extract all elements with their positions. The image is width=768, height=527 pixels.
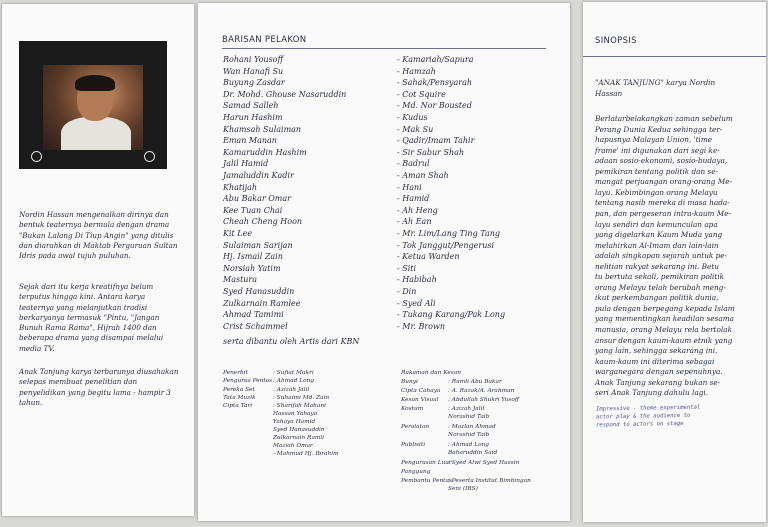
synopsis-line: pemikiran tentang politik dan se- (595, 166, 719, 176)
cast-row (198, 205, 570, 217)
handwritten-note-line: Impressive - theme experimental (595, 404, 701, 413)
cast-actor: Jamaluddin Kadir (223, 171, 294, 180)
synopsis-line: seri Anak Tanjung dahulu lagi. (595, 388, 709, 398)
cast-actor: Crist Schammel (223, 321, 288, 331)
cast-actor: Hj. Ismail Zain (223, 252, 283, 262)
cast-row (198, 274, 570, 286)
cast-row (198, 309, 570, 321)
cast-row (198, 66, 570, 78)
portrait-hair (75, 75, 115, 91)
cast-row (198, 89, 570, 101)
cast-row (198, 286, 570, 298)
credit-name: Seni (IBS) (448, 486, 478, 492)
credit-name: : Ramli Abu Bakar (448, 379, 502, 385)
cast-role: - Hamzah (397, 66, 436, 76)
cast-role: - Kamariah/Sapura (397, 55, 474, 64)
frame-circle-right (144, 151, 155, 162)
credit-role: Cipta Tari (223, 403, 253, 410)
credit-name: : Sharifah Mahani (273, 403, 326, 410)
synopsis-line: orang Melayu telah berubah meng- (595, 282, 726, 292)
cast-role: - Hani (397, 182, 422, 192)
synopsis-line: yang lain, sehingga sekarang ini, (595, 346, 718, 356)
synopsis-intro-line: "ANAK TANJUNG" karya Nordin (595, 78, 716, 87)
credit-names (273, 377, 314, 385)
cast-footer: serta dibantu oleh Artis dari KBN (223, 337, 360, 346)
portrait-frame (19, 41, 167, 169)
cast-role: - Md. Nor Bousted (397, 101, 472, 111)
credit-role: Kostum (401, 406, 424, 412)
cast-role: - Tok Janggut/Pengerusi (397, 240, 495, 250)
cast-role: - Aman Shah (397, 171, 449, 180)
synopsis-line: ansur dengan kaum-kaum etnik yang (595, 335, 733, 345)
cast-actor: Dr. Mohd. Ghouse Nasaruddin (223, 89, 347, 99)
cast-actor: Norsiah Yatim (223, 263, 281, 273)
synopsis-line: yang mementingkan keadilan sesama (595, 314, 734, 324)
credit-role: Bunyi (401, 379, 418, 385)
credit-names (448, 387, 514, 395)
credit-name: Baharuddin Said (448, 450, 498, 456)
credit-role: Publisiti (401, 442, 426, 448)
credit-name: : Suhaimi Md. Zain (273, 394, 330, 401)
credit-role: Kesan Visual (401, 397, 439, 403)
cast-row (198, 135, 570, 147)
credit-names (448, 405, 489, 421)
synopsis-line: pula dengan berpegang kepada Islam (595, 303, 735, 313)
credit-names (448, 396, 519, 404)
synopsis-panel (583, 2, 766, 522)
credit-names (448, 477, 531, 493)
credit-name: : A. Razak/A. Arahman (448, 388, 515, 394)
synopsis-line: Berlatarbelakangkan zaman sebelum (595, 114, 733, 123)
cast-row (198, 112, 570, 124)
credit-name: Syed Hanasuddin (273, 427, 325, 434)
credit-role: Pengurus Pentas (223, 378, 273, 385)
cast-row (198, 100, 570, 112)
cast-actor: Eman Manan (223, 136, 277, 146)
cast-heading: BARISAN PELAKON (222, 35, 307, 45)
credit-role: Pereka Set (223, 386, 255, 393)
synopsis-line: tu bertuta sekali, pemikiran politik (595, 272, 725, 282)
synopsis-line: manusia, orang Melayu rela bertolak (595, 325, 732, 334)
cast-actor: Kamaruddin Hashim (223, 147, 307, 157)
cast-row (198, 77, 570, 89)
cast-role: - Qadir/Imam Tahir (397, 136, 475, 146)
synopsis-line: adaan sosio-ekonomi, sosio-budaya, (595, 156, 728, 166)
synopsis-line: pan, dan pergeseran intra-kaum Me- (595, 208, 732, 218)
cast-role: - Mak Su (397, 124, 434, 134)
cast-actor: Abu Bakar Omar (223, 194, 291, 204)
cast-actor: Kee Tuan Chai (223, 205, 283, 215)
biography-panel (2, 4, 194, 516)
credit-names (448, 378, 502, 386)
credit-role: Pengurusan Luar (401, 460, 452, 466)
cast-row (198, 321, 570, 333)
credit-name: : Azizah Jalil (273, 386, 310, 393)
cast-role: - Din (397, 287, 417, 296)
synopsis-line: layu. Kebimbingan orang Melayu (595, 187, 718, 197)
synopsis-heading-rule (583, 56, 766, 57)
synopsis-line: adalah singkapan sejarah untuk pe- (595, 251, 728, 261)
credit-name: : Ahmad Long (273, 378, 315, 385)
bio-paragraph-2: Sejak dari itu kerja kreatifnya belum terputus hingga kini. Antara karya teaternya yang melanjutkan tradisi berkaryanya termasuk "Pintu, "Jangan Bunuh Rama Rama", Hijrah 1400 dan beberapa drama yang disampai melalui media TV. (19, 282, 164, 353)
credit-role: Tata Muzik (223, 394, 256, 401)
synopsis-line: warganegara dengan sepenuhnya. (595, 367, 723, 377)
credit-name: : Syed Alwi Syed Hussin (448, 460, 520, 466)
cast-actor: Wan Hanafi Su (223, 66, 284, 76)
cast-role: - Hamid (397, 194, 430, 204)
cast-row (198, 193, 570, 205)
credit-role: Penerbit (223, 370, 248, 376)
portrait-shirt (61, 117, 131, 150)
cast-role: - Cot Squire (397, 89, 446, 99)
synopsis-line: nelitian rakyat sekarang ini. Betu (595, 261, 719, 271)
cast-row (198, 182, 570, 194)
cast-actor: Buyung Zasdar (223, 78, 285, 88)
cast-row (198, 170, 570, 182)
credit-role: Pembantu Pentas (401, 478, 452, 484)
credit-name: : Abdullah Shukri Yusoff (448, 397, 519, 403)
synopsis-line: yang digelarkan Kaum Muda yang (595, 230, 723, 240)
credit-name: Hassan Yahaya (273, 411, 318, 418)
cast-role: - Siti (397, 263, 417, 273)
credit-name: Norashid Taib (448, 414, 490, 420)
credit-name: Norashid Taib (448, 432, 490, 438)
cast-row (198, 298, 570, 310)
cast-actor: Syed Hanasuddin (223, 287, 295, 296)
credit-names (273, 402, 339, 458)
synopsis-line: ikut perkembangan politik dunia, (595, 293, 719, 303)
cast-row (198, 216, 570, 228)
cast-actor: Khamsah Sulaiman (223, 124, 302, 134)
cast-role: - Syed Ali (397, 298, 436, 308)
cast-actor: Zulkarnain Ramlee (223, 298, 301, 308)
cast-role: - Kudus (397, 113, 428, 122)
cast-role: - Habibah (397, 275, 437, 285)
credit-name: Zulkarnain Ramli (273, 435, 325, 442)
synopsis-line: melahirkan Al-Imam dan lain-lain (595, 240, 719, 250)
frame-circle-left (31, 151, 42, 162)
cast-actor: Mastura (223, 275, 258, 285)
handwritten-note-line: actor play & the audience to (595, 412, 691, 421)
credit-role: Rakaman dan Kesan (401, 370, 461, 376)
credit-name: : Ahmad Long (448, 442, 490, 448)
cast-role: - Ketua Warden (397, 252, 460, 262)
synopsis-line: tentang nasib mereka di masa hada- (595, 198, 730, 208)
cast-actor: Jalil Hamid (223, 159, 269, 169)
synopsis-line: mangat perjuangan orang-orang Me- (595, 177, 733, 187)
bio-paragraph-1: Nordin Hassan mengenalkan dirinya dan bentuk teaternya bermula dengan drama "Bukan Lalang Di Tiup Angin" yang ditulis dan diarahkan di Maktab Perguruan Sultan Idris pada awal tujuh puluhan. (19, 210, 178, 261)
cast-row (198, 251, 570, 263)
credit-name: Yahaya Hamid (273, 419, 316, 426)
credit-name: : Sufiat Mukri (273, 370, 314, 376)
cast-role: - Sahak/Pensyarah (397, 78, 473, 88)
cast-actor: Khatijah (223, 182, 258, 192)
cast-actor: Cheah Cheng Hoon (223, 217, 303, 227)
cast-row (198, 147, 570, 159)
credit-name: Maziah Omar (273, 443, 313, 450)
bio-paragraph-3: Anak Tanjung karya terbarunya diusahakan selepas membuat penelitian dan penyelidikan yang begitu lama - hampir 3 tahun. (19, 367, 179, 407)
credit-name: - Mahmud Hj. Ibrahim (273, 451, 339, 458)
synopsis-line: Anak Tanjung sekarang bukan se- (595, 377, 721, 387)
cast-row (198, 263, 570, 275)
credit-name: : Peserta Institut Bimbingan (448, 478, 531, 484)
cast-actor: Ahmad Tamimi (223, 310, 284, 320)
credit-names (273, 386, 309, 394)
credit-name: : Mazlan Ahmad (448, 424, 496, 430)
credit-role: Panggung (401, 469, 431, 475)
cast-row (198, 158, 570, 170)
cast-row (198, 124, 570, 136)
cast-actor: Rohani Yousoff (223, 55, 284, 64)
synopsis-heading: SINOPSIS (595, 36, 637, 46)
cast-actor: Harun Hashim (223, 113, 283, 122)
cast-role: - Tukang Karang/Pak Long (397, 310, 506, 320)
credit-names (273, 369, 314, 377)
credit-names (448, 459, 519, 467)
cast-panel (198, 3, 570, 521)
credit-names (448, 423, 496, 439)
cast-actor: Samad Salleh (223, 101, 279, 111)
cast-footer-row (198, 336, 570, 348)
cast-row (198, 228, 570, 240)
handwritten-note-line: respond to actors on stage (595, 420, 684, 429)
cast-role: - Ah Heng (397, 205, 438, 215)
cast-role: - Ah Ean (397, 217, 432, 227)
cast-role: - Mr. Brown (397, 321, 445, 331)
cast-row (198, 240, 570, 252)
credit-role: Peralatan (401, 424, 430, 430)
cast-role: - Mr. Lim/Lang Ting Tang (397, 229, 500, 238)
credit-name: : Azizah Jalil (448, 406, 485, 412)
credit-role: Cipta Cahaya (401, 388, 441, 394)
synopsis-line: hapusnya Malayan Union, 'time (595, 135, 713, 145)
cast-role: - Badrul (397, 159, 430, 169)
credit-names (448, 441, 497, 457)
credit-names (273, 394, 329, 402)
cast-actor: Sulaiman Sarijan (223, 240, 293, 250)
cast-row (198, 54, 570, 66)
synopsis-intro-line: Hassan (595, 88, 623, 98)
cast-heading-rule (222, 48, 546, 49)
synopsis-line: Perang Dunia Kedua sehingga ter- (595, 124, 723, 134)
synopsis-line: kaum-kaum ini diterima sebagai (595, 356, 715, 366)
author-portrait (43, 65, 143, 150)
synopsis-line: frame' ini digunakan dari segi ke- (595, 145, 720, 155)
cast-role: - Sir Sabur Shah (397, 147, 465, 157)
synopsis-line: layu sendiri dan kemunculan apa (595, 219, 718, 229)
cast-actor: Kit Lee (223, 229, 253, 238)
